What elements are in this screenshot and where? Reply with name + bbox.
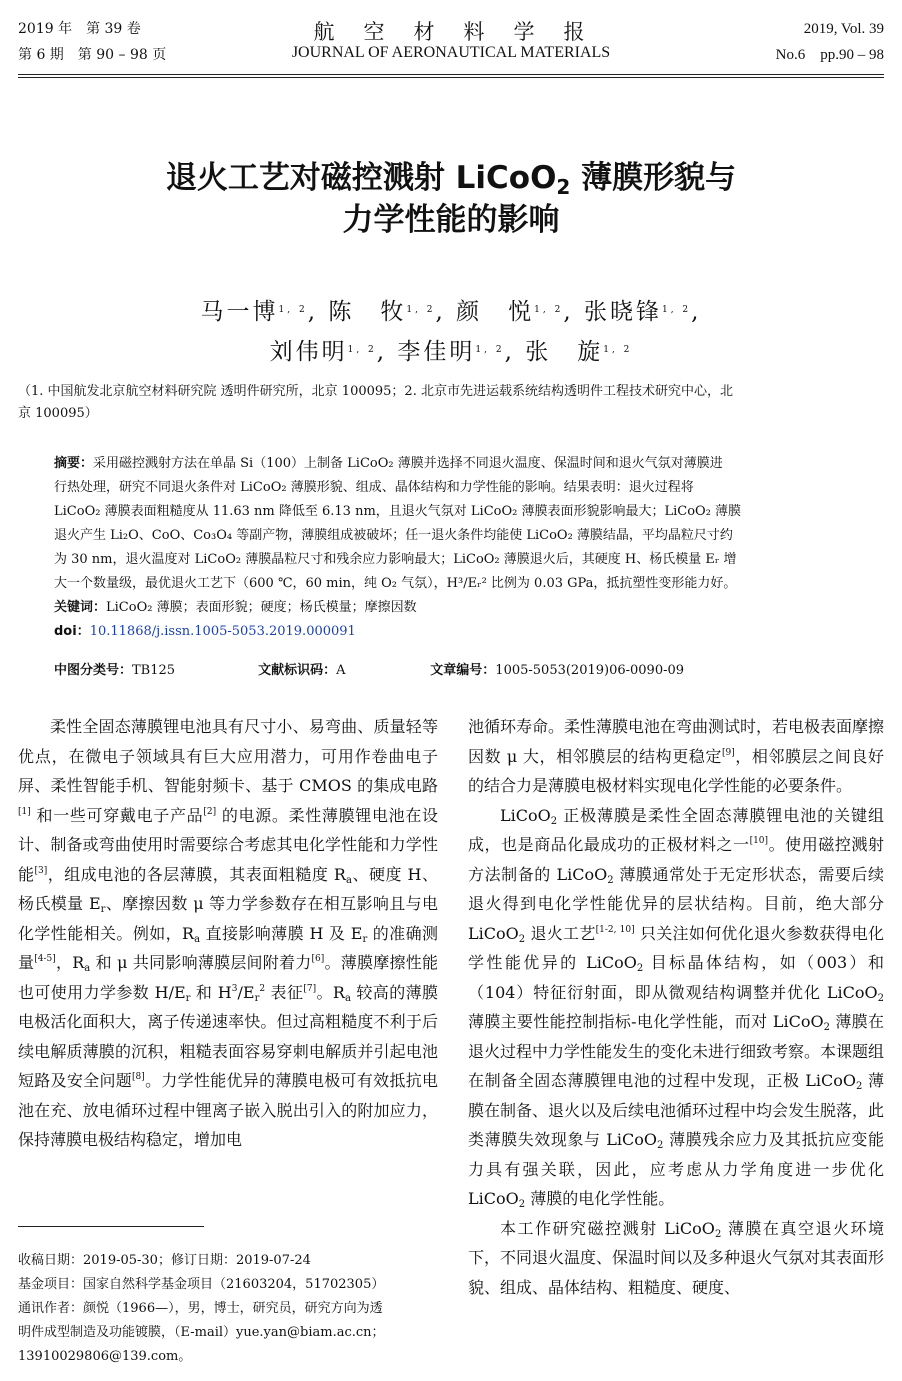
classification-row: 中图分类号：TB125 文献标识码：A 文章编号：1005-5053(2019)06-0090-09 xyxy=(54,663,685,678)
body-right-column xyxy=(468,712,884,1302)
abstract-line: 行热处理，研究不同退火条件对 LiCoO₂ 薄膜形貌、组成、晶体结构和力学性能的影响。结果表明：退火过程将 xyxy=(54,480,694,495)
citation[interactable]: [2] xyxy=(203,806,217,817)
citation[interactable]: [9] xyxy=(721,747,735,758)
affiliation-line: （1. 中国航发北京航空材料研究院 透明件研究所，北京 100095；2. 北京市先进运载系统结构透明件工程技术研究中心，北 xyxy=(18,384,733,399)
volume-info: 2019 年 第 39 卷 xyxy=(18,21,141,37)
author-name: 陈 牧 xyxy=(328,299,407,325)
citation[interactable]: [1-2, 10] xyxy=(595,924,635,935)
abstract-label: 摘要： xyxy=(54,456,94,471)
journal-title-en: JOURNAL OF AERONAUTICAL MATERIALS xyxy=(291,44,611,61)
paper-title-line2: 力学性能的影响 xyxy=(342,202,560,238)
author-name: 颜 悦 xyxy=(456,299,535,325)
author-affiliation-mark: 1, 2 xyxy=(475,345,505,355)
body-paragraph: LiCoO$_2$ 正极薄膜是柔性全固态薄膜锂电池的关键组成，也是商品化最成功的正极材料之一[10]。使用磁控溅射方法制备的 LiCoO$_2$ 薄膜通常处于无定形状态，需要后续退火得到电化学性能优异的层状结构。目前，绝大部分 LiCoO$_2$ 退火工艺[1-2, 10] 只关注如何优化退火参数获得电化学性能优异的 LiCoO$_2$ 目标晶体结构，如（003）和（104）特征衍射面，即从微观结构调整并优化 LiCoO$_2$ 薄膜主要性能控制指标-电化学性能，而对 LiCoO$_2$ 薄膜在退火过程中力学性能发生的变化未进行细致考察。本课题组在制备全固态薄膜锂电池的过程中发现，正极 LiCoO$_2$ 薄膜在制备、退火以及后续电池循环过程中均会发生脱落，此类薄膜失效现象与 LiCoO$_2$ 薄膜残余应力及其抵抗应变能力具有强关联，因此，应考虑从力学角度进一步优化 LiCoO$_2$ 薄膜的电化学性能。 xyxy=(468,805,885,1210)
document-code: A xyxy=(336,663,346,678)
body-paragraph: 本工作研究磁控溅射 LiCoO$_2$ 薄膜在真空退火环境下，不同退火温度、保温时间以及多种退火气氛对其表面形貌、组成、晶体结构、粗糙度、硬度、 xyxy=(468,1218,885,1297)
abstract-line: 大一个数量级，最优退火工艺下（600 ℃，60 min，纯 O₂ 气氛），H³/Eᵣ² 比例为 0.03 GPa，抵抗塑性变形能力好。 xyxy=(54,576,737,591)
citation[interactable]: [3] xyxy=(34,865,48,876)
affiliation-line: 京 100095） xyxy=(18,406,98,421)
author-name: 张晓锋 xyxy=(583,299,662,325)
body-paragraph: 柔性全固态薄膜锂电池具有尺寸小、易弯曲、质量轻等优点，在微电子领域具有巨大应用潜力，可用作卷曲电子屏、柔性智能手机、智能射频卡、基于 CMOS 的集成电路[1] 和一些可穿戴电子产品[2] 的电源。柔性薄膜锂电池在设计、制备或弯曲使用时需要综合考虑其电化学性能和力学性能[3]，组成电池的各层薄膜，其表面粗糙度 $R_a$、硬度 H、杨氏模量 $E_r$、摩擦因数 μ 等力学参数存在相互影响且与电化学性能相关。例如，$R_a$ 直接影响薄膜 H 及 $E_r$ 的准确测量[4-5]，$R_a$ 和 μ 共同影响薄膜层间附着力[6]。薄膜摩擦性能也可使用力学参数 $H/E_r$ 和 $H^3/E_r^2$ 表征[7]。$R_a$ 较高的薄膜电极活化面积大，离子传递速率快。但过高粗糙度不利于后续电解质薄膜的沉积，粗糙表面容易穿刺电解质并引起电池短路及安全问题[8]。力学性能优异的薄膜电极可有效抵抗电池在充、放电循环过程中锂离子嵌入脱出引入的附加应力，保持薄膜电极结构稳定，增加电 xyxy=(18,717,439,1149)
fund-info: 基金项目：国家自然科学基金项目（21603204，51702305） xyxy=(18,1277,385,1292)
abstract-line: 退火产生 Li₂O、CoO、Co₃O₄ 等副产物，薄膜组成被破坏；任一退火条件均能使 LiCoO₂ 薄膜结晶，平均晶粒尺寸约 xyxy=(54,528,733,543)
doi-label: doi： xyxy=(54,624,90,639)
corresponding-author: 通讯作者：颜悦（1966—），男，博士，研究员，研究方向为透 xyxy=(18,1301,383,1316)
author-affiliation-mark: 1, 2 xyxy=(347,345,377,355)
citation[interactable]: [4-5] xyxy=(34,954,56,964)
affiliations xyxy=(18,381,884,425)
author-affiliation-mark: 1, 2 xyxy=(661,305,692,315)
abstract-line: 为 30 nm，退火温度对 LiCoO₂ 薄膜晶粒尺寸和残余应力影响最大；LiCoO₂ 薄膜退火后，其硬度 H、杨氏模量 Eᵣ 增 xyxy=(54,552,737,567)
corresponding-author-phone: 13910029806@139.com。 xyxy=(18,1349,192,1364)
author-affiliation-mark: 1, 2 xyxy=(406,305,436,315)
footnote-rule xyxy=(18,1226,204,1227)
citation[interactable]: [7] xyxy=(303,983,317,994)
body-paragraph: 池循环寿命。柔性薄膜电池在弯曲测试时，若电极表面摩擦因数 μ 大，相邻膜层的结构更稳定[9]，相邻膜层之间良好的结合力是薄膜电极材料实现电化学性能的必要条件。 xyxy=(468,717,885,795)
citation[interactable]: [1] xyxy=(18,806,31,817)
citation[interactable]: [10] xyxy=(749,836,769,846)
footnote xyxy=(18,1249,438,1369)
author-affiliation-mark: 1, 2 xyxy=(534,305,564,315)
author-affiliation-mark: 1, 2 xyxy=(278,305,308,315)
doi-line xyxy=(54,620,850,644)
abstract xyxy=(54,452,850,644)
issue-pages-info: 第 6 期 第 90 – 98 页 xyxy=(18,47,167,63)
author-name: 李佳明 xyxy=(397,339,476,365)
article-number: 1005-5053(2019)06-0090-09 xyxy=(495,663,685,678)
header-rule-thin xyxy=(18,77,884,78)
issue-pages-info-en: No.6 pp.90 – 98 xyxy=(775,47,884,63)
author-name: 马一博 xyxy=(200,299,279,325)
author-name: 张 旋 xyxy=(525,339,604,365)
citation[interactable]: [6] xyxy=(311,954,325,964)
citation[interactable]: [8] xyxy=(132,1072,145,1082)
journal-title-cn: 航 空 材 料 学 报 xyxy=(313,20,589,44)
author-list-line2: 刘伟明$^{1, 2}$, 李佳明$^{1, 2}$, 张 旋$^{1, 2}$ xyxy=(269,339,633,365)
corresponding-author-cont: 明件成型制造及功能镀膜，（E-mail）yue.yan@biam.ac.cn； xyxy=(18,1325,385,1340)
author-name: 刘伟明 xyxy=(269,339,348,365)
clc-number: TB125 xyxy=(132,663,176,678)
author-list-line1: 马一博$^{1, 2}$, 陈 牧$^{1, 2}$, 颜 悦$^{1, 2}$, 张晓锋$^{1, 2}$, xyxy=(200,299,702,325)
abstract-line: LiCoO₂ 薄膜表面粗糙度从 11.63 nm 降低至 6.13 nm，且退火气氛对 LiCoO₂ 薄膜表面形貌影响最大；LiCoO₂ 薄膜 xyxy=(54,504,742,519)
header-rule-thick xyxy=(18,74,884,75)
abstract-line: 摘要：采用磁控溅射方法在单晶 Si（100）上制备 LiCoO₂ 薄膜并选择不同退火温度、保温时间和退火气氛对薄膜进 xyxy=(54,456,723,471)
keywords: 关键词：LiCoO₂ 薄膜；表面形貌；硬度；杨氏模量；摩擦因数 xyxy=(54,600,417,615)
body-left-column xyxy=(18,712,438,1155)
author-affiliation-mark: 1, 2 xyxy=(603,345,633,355)
doi-link[interactable]: 10.11868/j.issn.1005-5053.2019.000091 xyxy=(89,624,356,639)
paper-title-line1: 退火工艺对磁控溅射 LiCoO$_2$ 薄膜形貌与 xyxy=(165,160,737,199)
keywords-label: 关键词： xyxy=(54,600,107,615)
volume-info-en: 2019, Vol. 39 xyxy=(803,21,884,37)
received-date: 收稿日期：2019-05-30；修订日期：2019-07-24 xyxy=(18,1253,311,1268)
